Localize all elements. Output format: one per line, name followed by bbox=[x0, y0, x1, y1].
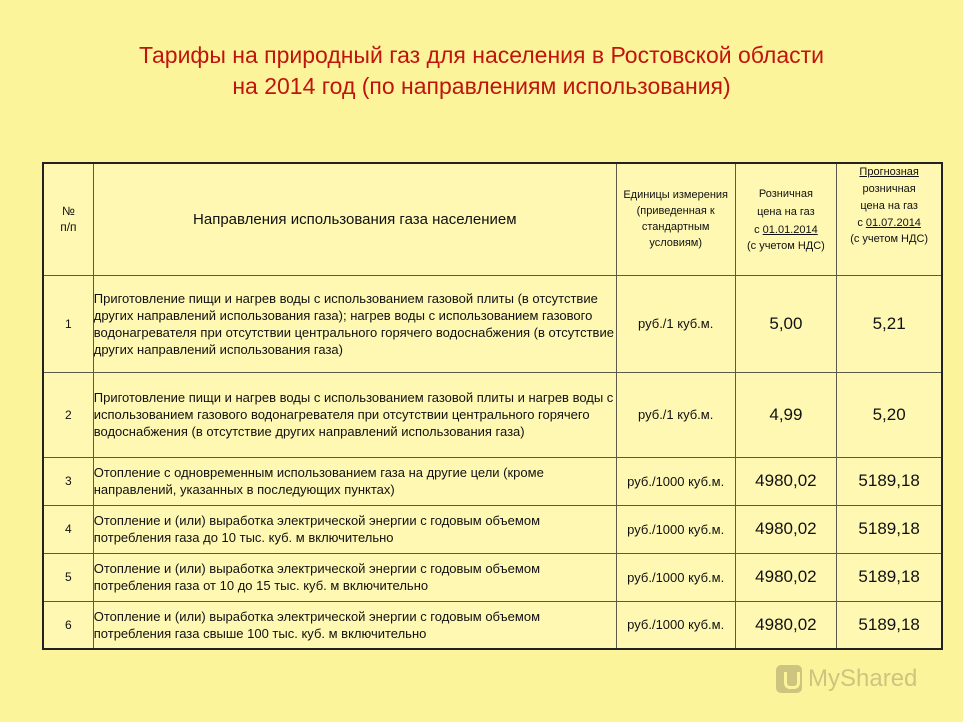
header-price-jul-date: 01.07.2014 bbox=[865, 217, 921, 229]
table-row bbox=[43, 457, 942, 505]
row-price-jan: 4980,02 bbox=[735, 457, 837, 505]
row-unit: руб./1000 куб.м. bbox=[616, 601, 735, 649]
row-unit: руб./1000 куб.м. bbox=[616, 553, 735, 601]
page-title bbox=[0, 40, 963, 102]
watermark bbox=[776, 662, 936, 696]
row-direction: Отопление с одновременным использованием газа на другие цели (кроме направлений, указанных в последующих пунктах) bbox=[93, 457, 616, 505]
row-price-jan: 4980,02 bbox=[735, 505, 837, 553]
row-num: 4 bbox=[43, 505, 93, 553]
row-price-jan: 4980,02 bbox=[735, 601, 837, 649]
row-num: 2 bbox=[43, 372, 93, 457]
header-num-line2: п/п bbox=[60, 220, 77, 235]
row-price-jul: 5,20 bbox=[837, 372, 942, 457]
header-num bbox=[43, 163, 93, 275]
row-direction: Отопление и (или) выработка электрической энергии с годовым объемом потребления газа свыше 100 тыс. куб. м включительно bbox=[93, 601, 616, 649]
row-price-jan: 4,99 bbox=[735, 372, 837, 457]
row-price-jul: 5189,18 bbox=[837, 505, 942, 553]
header-price-jul-l3: цена на газ bbox=[860, 200, 918, 212]
header-price-jan-prefix: с bbox=[754, 224, 763, 237]
header-price-jul-l1: Прогнозная bbox=[859, 166, 919, 178]
watermark-text: MyShared bbox=[808, 665, 918, 692]
header-unit bbox=[616, 163, 735, 275]
header-price-jan-l4: (с учетом НДС) bbox=[746, 240, 825, 253]
header-price-jul-l2: розничная bbox=[862, 183, 916, 195]
table-row bbox=[43, 372, 942, 457]
table-header-row bbox=[43, 163, 942, 275]
title-line-1: Тарифы на природный газ для населения в Ростовской области bbox=[138, 42, 825, 68]
header-direction: Направления использования газа населением bbox=[93, 163, 616, 275]
table-row bbox=[43, 275, 942, 372]
row-num: 1 bbox=[43, 275, 93, 372]
row-price-jul: 5189,18 bbox=[837, 553, 942, 601]
row-unit: руб./1 куб.м. bbox=[616, 372, 735, 457]
row-num: 6 bbox=[43, 601, 93, 649]
row-price-jan: 4980,02 bbox=[735, 553, 837, 601]
myshared-logo-icon bbox=[776, 665, 802, 693]
title-line-2: на 2014 год (по направлениям использования) bbox=[232, 73, 731, 99]
header-price-jan-l1: Розничная bbox=[758, 188, 813, 201]
row-direction: Приготовление пищи и нагрев воды с использованием газовой плиты (в отсутствие других направлений использования газа); нагрев воды с использованием газового водонагревателя при отсутствии центрального горячего водоснабжения (в отсутствие других направлений использования газа) bbox=[93, 275, 616, 372]
header-price-jan bbox=[735, 163, 837, 275]
row-unit: руб./1 куб.м. bbox=[616, 275, 735, 372]
row-price-jul: 5189,18 bbox=[837, 601, 942, 649]
header-num-line1: № bbox=[61, 204, 75, 219]
header-unit-text: Единицы измерения (приведенная к стандартным условиям) bbox=[623, 189, 729, 250]
row-direction: Отопление и (или) выработка электрической энергии с годовым объемом потребления газа от 10 до 15 тыс. куб. м включительно bbox=[93, 553, 616, 601]
header-price-jul-l4 bbox=[837, 215, 941, 232]
header-price-jan-date: 01.01.2014 bbox=[762, 224, 818, 237]
header-price-jan-l2: цена на газ bbox=[757, 206, 815, 219]
table-row bbox=[43, 505, 942, 553]
row-price-jul: 5,21 bbox=[837, 275, 942, 372]
header-price-jul bbox=[837, 163, 942, 275]
tariffs-table bbox=[42, 162, 943, 650]
header-price-jul-prefix: с bbox=[857, 217, 866, 229]
header-price-jul-l5: (с учетом НДС) bbox=[850, 233, 929, 245]
row-unit: руб./1000 куб.м. bbox=[616, 457, 735, 505]
row-direction: Приготовление пищи и нагрев воды с использованием газовой плиты и нагрев воды с использованием газового водонагревателя при отсутствии центрального горячего водоснабжения (в отсутствие других направлений использования газа) bbox=[93, 372, 616, 457]
row-direction: Отопление и (или) выработка электрической энергии с годовым объемом потребления газа до 10 тыс. куб. м включительно bbox=[93, 505, 616, 553]
row-price-jan: 5,00 bbox=[735, 275, 837, 372]
row-unit: руб./1000 куб.м. bbox=[616, 505, 735, 553]
table-row bbox=[43, 601, 942, 649]
header-price-jan-l3 bbox=[736, 221, 837, 239]
table-row bbox=[43, 553, 942, 601]
row-num: 3 bbox=[43, 457, 93, 505]
row-price-jul: 5189,18 bbox=[837, 457, 942, 505]
row-num: 5 bbox=[43, 553, 93, 601]
